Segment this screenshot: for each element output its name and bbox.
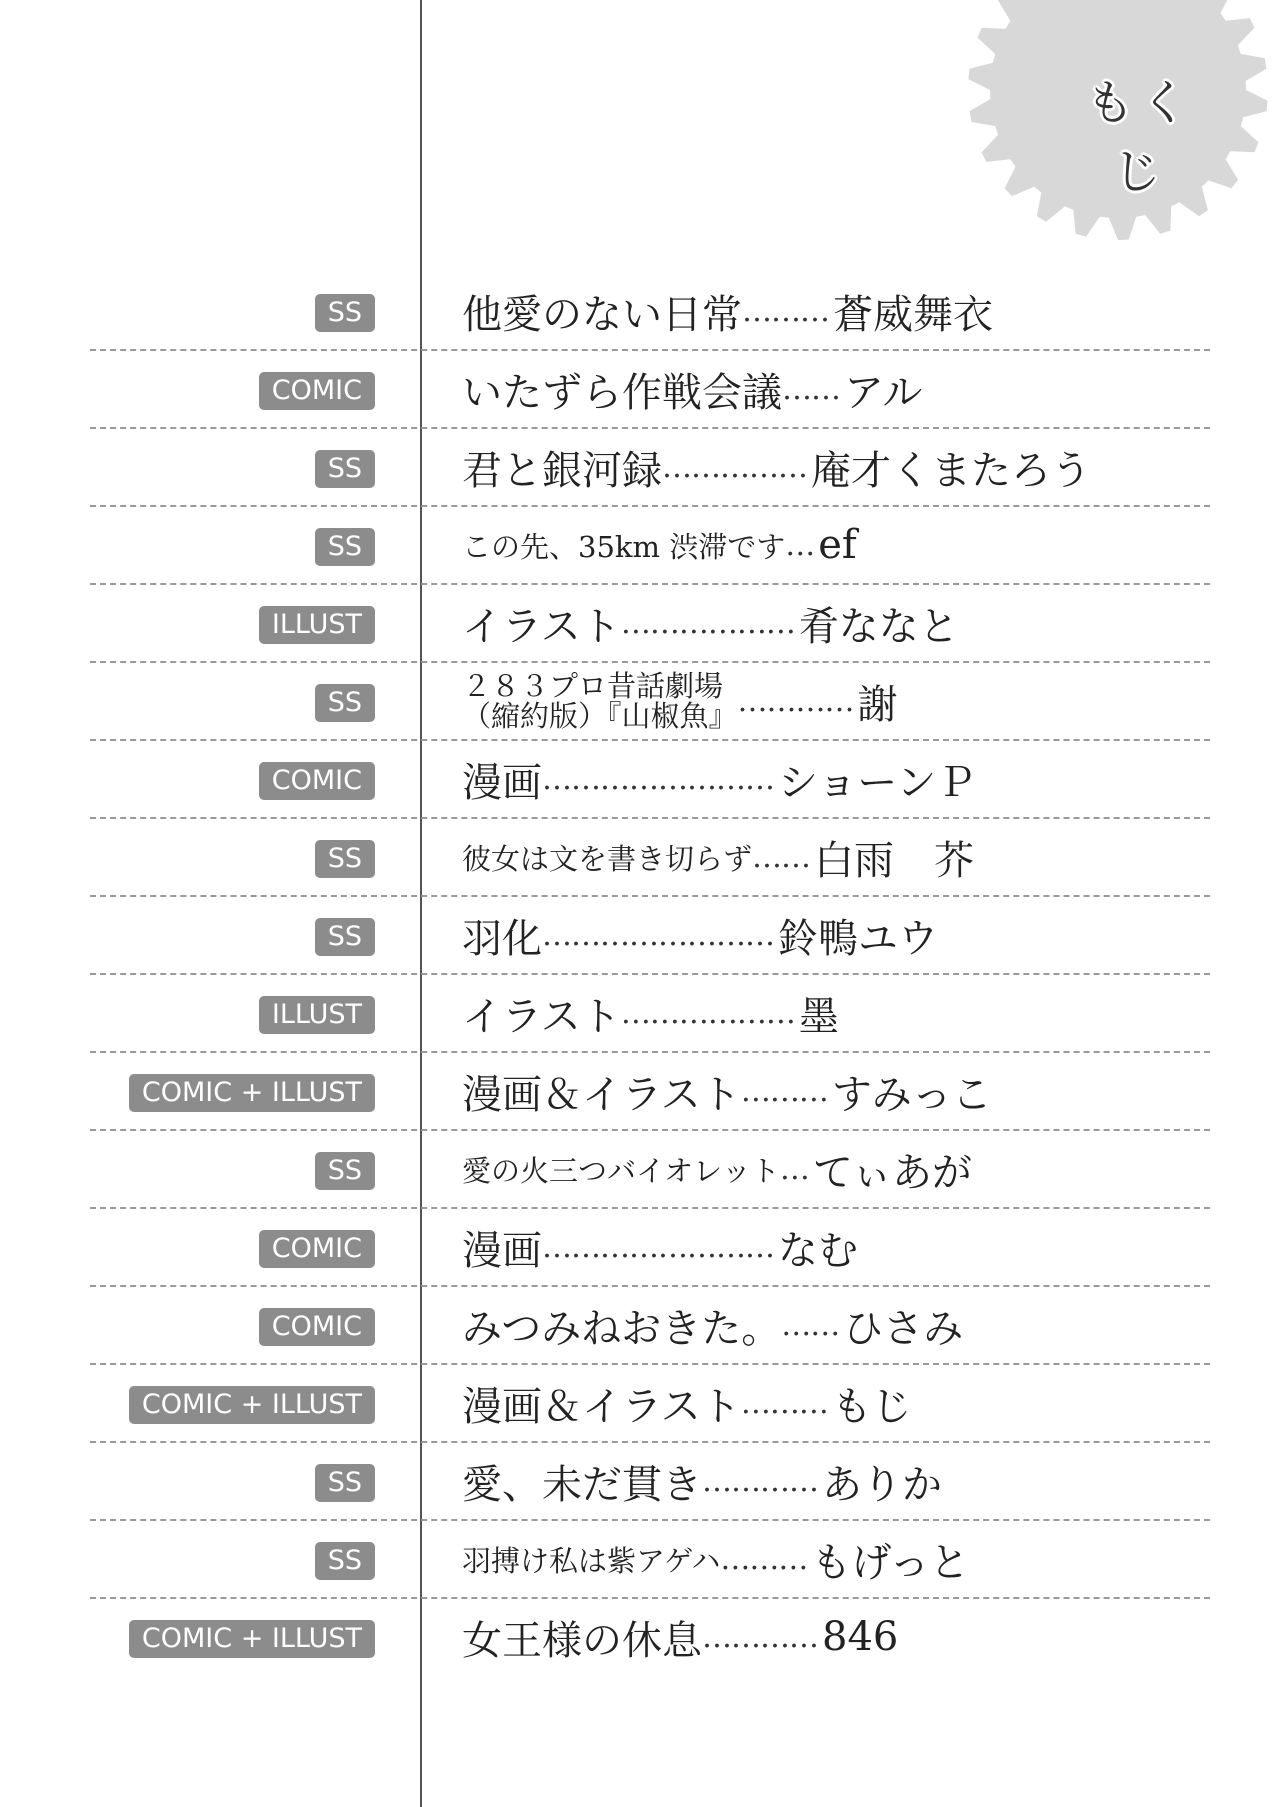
entry-author: もげっと	[811, 1539, 970, 1586]
toc-entry	[0, 1130, 1280, 1208]
category-badge: COMIC	[259, 1230, 375, 1268]
entry-author: ありか	[822, 1461, 942, 1508]
entry-line	[462, 1216, 858, 1278]
category-badge: COMIC + ILLUST	[129, 1074, 375, 1112]
category-badge: SS	[315, 528, 375, 566]
entry-line	[462, 1294, 963, 1356]
category-badge: COMIC	[259, 762, 375, 800]
toc-entry	[0, 1364, 1280, 1442]
entry-author: 謝	[857, 681, 898, 728]
entry-author: すみっこ	[831, 1071, 992, 1118]
entry-title: みつみねおきた。	[462, 1305, 782, 1352]
entry-line	[462, 1528, 969, 1590]
leader-dots: ……	[782, 371, 840, 407]
entry-author: もじ	[831, 1383, 912, 1430]
leader-dots: ……	[781, 1307, 840, 1343]
leader-dots: ……	[752, 839, 811, 875]
entry-line	[462, 358, 922, 420]
entry-author: ショーンＰ	[778, 759, 977, 806]
toc-entry	[0, 350, 1280, 428]
entry-author: 墨	[798, 993, 839, 1040]
entry-title: イラスト	[462, 603, 621, 650]
category-badge: SS	[315, 450, 375, 488]
entry-line	[462, 826, 974, 888]
entry-author: 白雨 芥	[814, 837, 975, 884]
entry-title: 愛、未だ貫き	[462, 1461, 702, 1508]
toc-entry	[0, 818, 1280, 896]
entry-title: 女王様の休息	[462, 1617, 702, 1664]
entry-line	[462, 1372, 912, 1434]
category-badge: COMIC	[259, 1308, 375, 1346]
entry-author: 846	[822, 1614, 899, 1660]
category-badge: SS	[315, 1542, 375, 1580]
entry-line	[462, 1060, 992, 1122]
leader-dots: ………	[740, 1073, 828, 1109]
entry-title: 君と銀河録	[462, 447, 662, 494]
entry-author: 蒼威舞衣	[833, 291, 993, 338]
category-badge: SS	[315, 294, 375, 332]
entry-title: この先、35km 渋滞です	[462, 529, 786, 564]
category-badge: COMIC + ILLUST	[129, 1620, 375, 1658]
toc-entry	[0, 428, 1280, 506]
entry-line	[462, 904, 938, 966]
leader-dots: ………	[740, 1385, 828, 1421]
toc-entry	[0, 740, 1280, 818]
category-badge: SS	[315, 840, 375, 878]
entry-title: 漫画	[462, 759, 542, 806]
entry-title: 漫画＆イラスト	[462, 1071, 741, 1118]
leader-dots: …………	[702, 1619, 818, 1655]
category-badge: SS	[315, 1152, 375, 1190]
toc-entry	[0, 974, 1280, 1052]
entry-line	[462, 1138, 972, 1200]
toc-entry	[0, 896, 1280, 974]
toc-entry	[0, 506, 1280, 584]
entry-author: 庵才くまたろう	[811, 447, 1091, 494]
toc-entry	[0, 1286, 1280, 1364]
entry-title: いたずら作戦会議	[462, 369, 782, 416]
toc-entry	[0, 272, 1280, 350]
leader-dots: ……………………	[542, 1229, 774, 1265]
toc-entry	[0, 1052, 1280, 1130]
entry-line	[462, 748, 976, 810]
toc-entry	[0, 1520, 1280, 1598]
category-badge: SS	[315, 918, 375, 956]
toc-entry	[0, 1208, 1280, 1286]
entry-line	[462, 436, 1091, 498]
toc-entry	[0, 584, 1280, 662]
entry-author: てぃあが	[812, 1149, 973, 1196]
entry-title: 羽搏け私は紫アゲハ	[462, 1543, 721, 1578]
leader-dots: ………………	[620, 605, 795, 641]
entry-line	[462, 514, 857, 576]
entry-line	[462, 1606, 898, 1668]
category-badge: ILLUST	[259, 996, 375, 1034]
entry-title: 羽化	[462, 915, 542, 962]
category-badge: COMIC + ILLUST	[129, 1386, 375, 1424]
toc-entry	[0, 662, 1280, 740]
category-badge: COMIC	[259, 372, 375, 410]
entry-author: ef	[818, 522, 857, 568]
leader-dots: ………………	[620, 995, 795, 1031]
leader-dots: …………	[702, 1463, 818, 1499]
leader-dots: …	[785, 527, 815, 563]
category-badge: SS	[315, 684, 375, 722]
entry-line	[462, 670, 898, 732]
leader-dots: ………	[742, 293, 829, 329]
entry-title: 漫画	[462, 1227, 542, 1274]
entry-author: ひさみ	[843, 1305, 964, 1352]
entry-title: 漫画＆イラスト	[462, 1383, 741, 1430]
entry-line	[462, 982, 839, 1044]
entry-title: 彼女は文を書き切らず	[462, 841, 753, 876]
entry-title: 愛の火三つバイオレット	[462, 1153, 780, 1188]
entry-line	[462, 1450, 942, 1512]
entry-author: アル	[844, 369, 923, 416]
toc-entry	[0, 1442, 1280, 1520]
entry-author: なむ	[778, 1227, 858, 1274]
entry-title: ２８３プロ昔話劇場 （縮約版）『山椒魚』	[462, 669, 738, 733]
entry-title: 他愛のない日常	[462, 291, 742, 338]
leader-dots: ……………………	[542, 761, 774, 797]
leader-dots: …………	[737, 683, 854, 719]
entry-author: 鈴鴨ユウ	[778, 915, 938, 962]
category-badge: SS	[315, 1464, 375, 1502]
leader-dots: ……………	[662, 449, 807, 485]
leader-dots: ………	[720, 1541, 808, 1577]
entry-line	[462, 280, 993, 342]
entry-author: 肴ななと	[798, 603, 959, 650]
entry-line	[462, 592, 959, 654]
toc-entry	[0, 1598, 1280, 1676]
leader-dots: ……………………	[542, 917, 774, 953]
page-title: もくじ	[1085, 75, 1194, 200]
entry-title: イラスト	[462, 993, 621, 1040]
leader-dots: …	[779, 1151, 809, 1187]
category-badge: ILLUST	[259, 606, 375, 644]
